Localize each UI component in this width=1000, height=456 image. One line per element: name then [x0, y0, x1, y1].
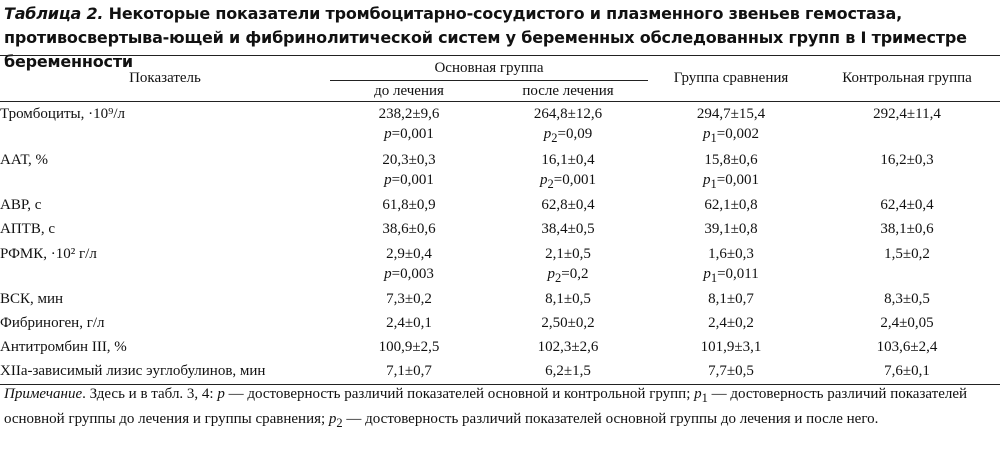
cell-value: 2,4±0,1	[386, 315, 432, 331]
table-row	[0, 336, 1000, 360]
cell-before	[330, 312, 488, 336]
note-p-symbol: p	[217, 386, 225, 402]
cell-before	[330, 218, 488, 242]
cell-value: 264,8±12,6	[533, 106, 603, 122]
cell-value: 39,1±0,8	[704, 221, 758, 237]
cell-comp	[648, 312, 814, 336]
note-p2-symbol: p	[328, 411, 337, 427]
note-text-1: . Здесь и в табл. 3, 4:	[82, 386, 218, 402]
cell-control: 16,2±0,3	[880, 152, 934, 168]
cell-after	[488, 288, 648, 312]
cell-after	[488, 218, 648, 242]
p-subscript: 1	[710, 177, 717, 191]
row-indicator: ВСК, мин	[0, 291, 64, 307]
header-main-group: Основная группа	[330, 56, 648, 81]
table-row	[0, 148, 1000, 194]
cell-p-value	[488, 170, 648, 194]
p-symbol: p	[543, 126, 552, 142]
cell-comp	[648, 336, 814, 360]
cell-comp	[648, 194, 814, 218]
header-indicator: Показатель	[0, 56, 330, 102]
cell-before	[330, 360, 488, 385]
cell-p-value	[648, 170, 814, 194]
note-p1-subscript: 1	[701, 391, 708, 405]
row-indicator: АПТВ, с	[0, 221, 55, 237]
cell-before	[330, 102, 488, 149]
table-row	[0, 312, 1000, 336]
row-indicator: Фибриноген, г/л	[0, 315, 105, 331]
p-symbol: p	[703, 172, 711, 188]
cell-value: 2,4±0,2	[708, 315, 754, 331]
note-p1-symbol: p	[694, 386, 702, 402]
cell-control: 103,6±2,4	[876, 339, 938, 355]
cell-control: 38,1±0,6	[880, 221, 934, 237]
table-row	[0, 360, 1000, 385]
cell-value: 61,8±0,9	[382, 197, 436, 213]
table-body	[0, 102, 1000, 385]
cell-after	[488, 148, 648, 194]
cell-control: 292,4±11,4	[873, 106, 941, 122]
row-indicator: АВР, с	[0, 197, 42, 213]
table-row	[0, 194, 1000, 218]
cell-value: 62,8±0,4	[541, 197, 595, 213]
cell-comp	[648, 360, 814, 385]
p-value: =0,011	[717, 266, 759, 282]
p-value: =0,2	[561, 266, 589, 282]
cell-value: 62,1±0,8	[704, 197, 758, 213]
p-subscript: 1	[710, 271, 718, 285]
header-before-treatment: до лечения	[330, 81, 488, 102]
p-subscript: 2	[551, 131, 558, 145]
cell-before	[330, 148, 488, 194]
p-value: =0,001	[553, 172, 596, 188]
cell-value: 8,1±0,7	[708, 291, 754, 307]
row-indicator: Антитромбин III, %	[0, 339, 127, 355]
table-row	[0, 102, 1000, 149]
cell-control: 8,3±0,5	[884, 291, 930, 307]
cell-value: 6,2±1,5	[545, 363, 591, 379]
note-text-4: — достоверность различий показателей основной группы до лечения и после него.	[342, 411, 879, 427]
p-value: =0,003	[391, 266, 434, 282]
row-indicator: XIIa-зависимый лизис эуглобулинов, мин	[0, 360, 330, 385]
cell-value: 7,3±0,2	[386, 291, 432, 307]
header-control-group: Контрольная группа	[814, 56, 1000, 102]
cell-comp	[648, 148, 814, 194]
cell-control: 2,4±0,05	[880, 315, 934, 331]
data-table	[0, 55, 1000, 385]
p-value: =0,001	[716, 172, 759, 188]
note-label: Примечание	[4, 386, 83, 402]
cell-value: 8,1±0,5	[545, 291, 591, 307]
cell-before	[330, 194, 488, 218]
cell-p-value	[488, 264, 648, 288]
table-header	[0, 56, 1000, 102]
row-indicator: Тромбоциты, ·10⁹/л	[0, 106, 125, 122]
table-note	[4, 384, 996, 434]
cell-p-value	[648, 264, 814, 288]
cell-value: 294,7±15,4	[696, 106, 766, 122]
cell-comp	[648, 242, 814, 288]
cell-control: 62,4±0,4	[880, 197, 934, 213]
cell-after	[488, 336, 648, 360]
p-subscript: 2	[555, 271, 562, 285]
p-subscript: 2	[547, 177, 554, 191]
cell-value: 7,1±0,7	[386, 363, 432, 379]
table-row	[0, 288, 1000, 312]
p-symbol: p	[703, 266, 711, 282]
p-symbol: p	[540, 172, 548, 188]
row-indicator: РФМК, ·10² г/л	[0, 246, 97, 262]
cell-value: 38,6±0,6	[382, 221, 436, 237]
cell-comp	[648, 218, 814, 242]
table-row	[0, 242, 1000, 288]
cell-after	[488, 102, 648, 149]
cell-value: 7,7±0,5	[708, 363, 754, 379]
p-symbol: p	[384, 126, 392, 142]
cell-after	[488, 312, 648, 336]
cell-comp	[648, 102, 814, 149]
p-value: =0,001	[391, 172, 434, 188]
cell-before	[330, 288, 488, 312]
caption-text: Некоторые показатели тромбоцитарно-сосудистого и плазменного звеньев гемостаза, противосвертыва-ющей и фибринолитической систем у беременных обследованных групп в I триместре беременности	[4, 4, 967, 71]
cell-control: 7,6±0,1	[814, 360, 1000, 385]
note-p2-subscript: 2	[336, 416, 343, 430]
cell-value: 38,4±0,5	[541, 221, 595, 237]
cell-p-value	[330, 264, 488, 284]
note-text-3: — достоверность различий показателей основной группы до лечения и группы сравнения;	[4, 386, 968, 427]
cell-value: 2,9±0,4	[386, 246, 432, 262]
cell-after	[488, 194, 648, 218]
cell-p-value	[330, 170, 488, 190]
cell-p-value	[648, 124, 814, 148]
table-row	[0, 218, 1000, 242]
p-value: =0,002	[716, 126, 759, 142]
cell-before	[330, 336, 488, 360]
cell-value: 1,6±0,3	[708, 246, 754, 262]
cell-value: 102,3±2,6	[537, 339, 599, 355]
caption-label: Таблица 2.	[4, 4, 104, 23]
cell-value: 238,2±9,6	[378, 106, 440, 122]
cell-after	[488, 242, 648, 288]
cell-control: 1,5±0,2	[884, 246, 930, 262]
header-comparison-group: Группа сравнения	[648, 56, 814, 102]
cell-value: 100,9±2,5	[378, 339, 440, 355]
cell-p-value	[330, 124, 488, 144]
p-value: =0,001	[391, 126, 434, 142]
cell-p-value	[488, 124, 648, 148]
cell-value: 2,50±0,2	[541, 315, 595, 331]
cell-after	[488, 360, 648, 385]
cell-before	[330, 242, 488, 288]
p-symbol: p	[547, 266, 556, 282]
p-symbol: p	[384, 266, 392, 282]
note-text-2: — достоверность различий показателей основной и контрольной групп;	[224, 386, 695, 402]
cell-value: 15,8±0,6	[704, 152, 758, 168]
p-symbol: p	[703, 126, 711, 142]
p-subscript: 1	[710, 131, 717, 145]
p-value: =0,09	[557, 126, 593, 142]
row-indicator: ААТ, %	[0, 152, 49, 168]
cell-comp	[648, 288, 814, 312]
cell-value: 101,9±3,1	[700, 339, 762, 355]
p-symbol: p	[384, 172, 392, 188]
cell-value: 2,1±0,5	[545, 246, 591, 262]
cell-value: 16,1±0,4	[541, 152, 595, 168]
header-after-treatment: после лечения	[488, 81, 648, 102]
cell-value: 20,3±0,3	[382, 152, 436, 168]
